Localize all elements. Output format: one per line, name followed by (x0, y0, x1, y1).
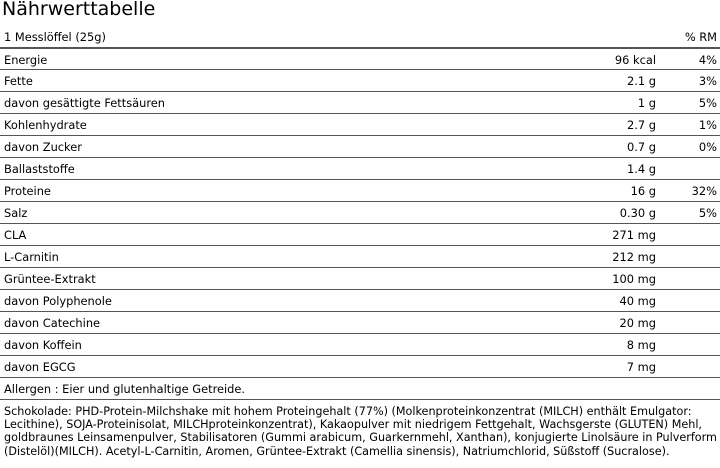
nutrient-name: davon Koffein (4, 338, 82, 352)
nutrient-name: Energie (4, 53, 48, 67)
table-row (0, 334, 720, 356)
nutrient-name: Grüntee-Extrakt (4, 272, 96, 286)
nutrient-name: Ballaststoffe (4, 162, 75, 176)
nutrient-rows (0, 48, 720, 378)
nutrient-amount: 40 mg (619, 294, 656, 308)
table-row (0, 158, 720, 180)
nutrient-amount: 271 mg (612, 228, 656, 242)
table-row (0, 268, 720, 290)
nutrient-name: davon EGCG (4, 360, 76, 374)
table-row (0, 290, 720, 312)
nutrient-amount: 0.30 g (619, 206, 656, 220)
nutrient-rm-percent: 0% (698, 140, 717, 154)
allergen-text: Allergen : Eier und glutenhaltige Getreide. (4, 382, 246, 396)
nutrient-name: davon Polyphenole (4, 294, 112, 308)
nutrient-amount: 1.4 g (627, 162, 656, 176)
nutrient-amount: 2.7 g (627, 118, 656, 132)
table-row (0, 92, 720, 114)
table-row (0, 70, 720, 92)
nutrient-rm-percent: 1% (698, 118, 717, 132)
table-row (0, 202, 720, 224)
table-row (0, 180, 720, 202)
nutrient-amount: 16 g (630, 184, 656, 198)
nutrient-name: Fette (4, 74, 33, 88)
allergen-row (0, 378, 720, 400)
table-row (0, 48, 720, 70)
nutrient-amount: 212 mg (612, 250, 656, 264)
nutrient-name: davon gesättigte Fettsäuren (4, 96, 165, 110)
nutrient-rm-percent: 4% (698, 53, 717, 67)
table-row (0, 312, 720, 334)
table-row (0, 356, 720, 378)
ingredients-text: Schokolade: PHD-Protein-Milchshake mit hohem Proteingehalt (77%) (Molkenproteinkonzentrat (MILCH) enthält Emulgator: Lecithine), SOJA-Proteinisolat, MILCHproteinkonzentrat), Kakaopulver mit niedrigem Fettgehalt, Wachsgerste (GLUTEN) Mehl, goldbraunes Leinsamenpulver, Stabilisatoren (Gummi arabicum, Guarkernmehl, Xanthan), konjugierte Linolsäure in Pulverform (Distelöl)(MILCH). Acetyl-L-Carnitin, Aromen, Grüntee-Extrakt (Camellia sinensis), Natriumchlorid, Süßstoff (Sucralose). (4, 405, 717, 458)
nutrient-amount: 8 mg (626, 338, 656, 352)
nutrient-rm-percent: 3% (698, 74, 717, 88)
page-title: Nährwerttabelle (2, 0, 156, 20)
nutrient-rm-percent: 5% (698, 206, 717, 220)
nutrient-amount: 7 mg (626, 360, 656, 374)
table-header-row (0, 26, 720, 48)
nutrient-amount: 100 mg (612, 272, 656, 286)
serving-size-label: 1 Messlöffel (25g) (4, 30, 106, 44)
nutrient-name: Proteine (4, 184, 51, 198)
nutrient-amount: 2.1 g (627, 74, 656, 88)
table-row (0, 224, 720, 246)
nutrient-name: davon Catechine (4, 316, 101, 330)
table-row (0, 246, 720, 268)
nutrient-rm-percent: 32% (691, 184, 717, 198)
nutrition-table (0, 26, 720, 400)
nutrient-amount: 1 g (637, 96, 656, 110)
nutrient-name: Kohlenhydrate (4, 118, 87, 132)
nutrient-name: L-Carnitin (4, 250, 59, 264)
table-row (0, 136, 720, 158)
rm-column-header: % RM (684, 30, 717, 44)
nutrient-rm-percent: 5% (698, 96, 717, 110)
table-row (0, 114, 720, 136)
nutrient-amount: 20 mg (619, 316, 656, 330)
nutrient-name: Salz (4, 206, 28, 220)
nutrient-amount: 0.7 g (627, 140, 656, 154)
nutrient-name: davon Zucker (4, 140, 82, 154)
nutrient-amount: 96 kcal (614, 53, 656, 67)
nutrient-name: CLA (4, 228, 27, 242)
